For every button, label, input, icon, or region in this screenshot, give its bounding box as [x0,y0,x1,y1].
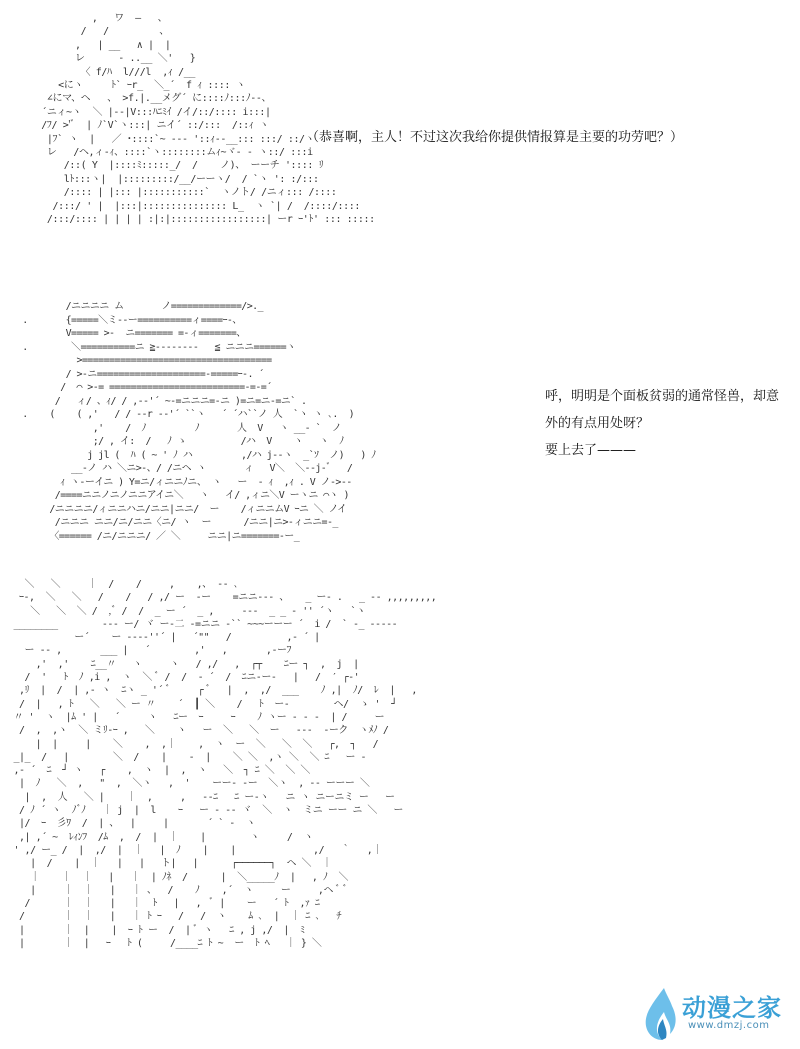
flame-logo-icon [642,986,678,1042]
ascii-art-battle-scene: ＼ ＼ ｜ / / , ,、 -‐ ､ ｰ-, ＼ ＼ / / / ,/ ー -ー =ニニ--- 、 _ ー- . _ -- ,,,,,,,,, ＼ ＼ ＼ / ,ﾞ / / _ ー ´ _ , --- _ _ - '' ´ヽ `ヽ ________ -‐- ー/ ヾ ー-二 ‐=ニニ ‐`` ~~~ーーー ´ i / ` -_ ----- ー´ ー ---‐''´ | ´"" / ,- ´ | ー -- , ___ | ´ ,' , ,-ーﾌ ,' ,' ﾆ__〃 ヽ ヽ / ,/ , ┌┬ ﾆー ┐ , j | / ' ﾄ ﾉ ,i , ヽ ＼ ﾞ / / ‐ ´ / ﾆニ-ー- | / ′ ┌-' ,ﾘ | / | ,- ヽ ﾆヽ _ '´ ﾞ ┌ ﾞ | , ,/ ___ ﾉ ,| ﾉ/ ﾚ | , / | , ﾄ ＼ ＼ ー 〃 ´ ┃ ＼ / ﾄ ー- ヘ/ ゝ ' ┘ 〃 ' ヽ |ﾑ ' | ´ ヽ ﾆー ｰ ｰ ﾉ ヽー ‐ ‐ - | / ー / , ,ヽ ＼ ミﾘ‐ｰ , ＼ ヽ ー ＼ ＼ ー -‐- -ーク ヽﾒﾉ / | | | ＼ , ,｜ , ヽ ー ＼ ＼ ＼ ┌, ┐ / _|_ / | ＼ / | ‐ | ＼ ＼ ,ヽ ＼ ＼ ﾆ ー - ,- ´ ﾆ ┘ ヽ ┌ , ヽ | , ヽ ＼ ┐ ﾆ ＼ ＼ ＼ | ﾉ ＼ , " , ＼ヽ , ' ーー‐ -ー ＼ヽ , -- ーーー ＼ | , 人 ＼ | ｜ , , --ﾆ ﾆ ー‐ヽ ニ ヽ ニーニミ ー ー / ﾉ ´ ヽ ﾉﾞﾉ ｜ j | l ｰ ー ‐ -- ヾ ＼ ヽ ミニ ーー ニ ＼ ー |/ ｰ 彡ﾜ / | 、 | | ´ ` - ヽ ,| ,´ ~ ﾚｨﾝﾌ /ﾑ , / | ｜ | ヽ / ヽ ' ,/ ー_ / | ,/ | ｜ | ﾉ | | ,/ ｀ ,｜ | / | ｜ | | ト| | ┌──────┐ ヘ ＼ ｜ ｜ ｜ ｜ | ｜ | ﾉﾈ / | ＼_____ﾉ | , ﾉ ＼ | ｜ ｜ | ｜ 、 / ﾉ ,´ ヽ ー ,ヘ ﾞ ﾞ / ｜ ｜ | ｜ ﾄ | , ﾞ | ー ´ ﾄ ,ｧ ﾆ / ｜ ｜ | ｜ ﾄ ｰ / / ヽ ﾑ ､ | ｜ ﾆ ､ ﾁ | ｜ | | ｰ ﾄ ー / | ﾞ ヽ ﾆ , j ,/ | ﾐ | ｜ | ｰ ﾄ ( /____ﾆ ﾄ ~ ー ﾄ ﾍ ｜ } ＼ [13,579,437,950]
ascii-art-monster: /ニニニニ ム ノ=============/>._ . {=====＼ミ--ー==========ィ====ｰ-、 V===== >- ニ======= =-ィ=======、 . ＼==========ニ ≧-------- ≦ ニニニ======ヽ >=================================== / >-ニ====================-=====ｰ-. ´ / ⌒ >-= =========================-=-=´ / ィ/ 、ｨ/ / ,-‐'´ ~‐=ニニニ=-ニ )=ニ=ニ-=ニ` . . ( ( ,' / / --r ‐‐'´ ``ヽ ´ ´ハ``ノ 人 `ヽ ヽ ､. ) ,' / ﾉ ﾉ 人 V ヽ __- ` ノ ;/ , イ: / ﾉ ゝ /ハ V ヽ ヽ ﾉ j jl ( ﾊ ( ~ ' ﾉ ハ ,/ハ j--ヽ _`ｿ ノ) ) ﾉ __-ノ ハ ＼ニ>-、/ /ニヘ ヽ ィ V＼ ＼--j-ﾞ / ｨ ヽ-ーイニ ) Y=ニ/ィニニﾉニ、 ヽ ー - ｨ ,ｨ . V ノ->‐- /====ニニノニノニニアイニ＼ ヽ イ/ ,ィニ＼V ーヽニ ⌒ヽ ) /ニニニニ/ィニニハニ/ニニ|ニニ/ ー /ィニニムV ｰニ ＼ ノイ /ニニニ ニニ/ニ/ニニ〈ニ/ ヽ ー /ニニ|ニ>-ィニニ=-_ 〈====== /ニ/ニニニ/ ／ ＼ ニニ|ニ=======-ー_ [22,301,376,542]
watermark [642,986,792,1042]
watermark-url: www.dmzj.com [688,1020,770,1031]
dialog-text-girl: （恭喜啊，主人！不过这次我给你提供情报算是主要的功劳吧？） [306,130,684,145]
dialog-line: 要上去了——— [545,443,637,458]
watermark-title: 动漫之家 [682,994,782,1022]
dialog-line: 外的有点用处呀？ [545,416,650,431]
dialog-line: 呼，明明是个面板贫弱的通常怪兽，却意 [545,389,780,404]
dialog-text-monster [545,383,795,464]
ascii-art-girl: , ワ ― 、 / / 、 , | __ ∧ | | レ - ..__ ＼' } 〈 f/ﾊ l///l ,ｨ /__ <にヽ ﾄ` ｰr_ ＼_´ f ｨ :::: ヽ ∠にマ、ヘ 、 >f.|.__メグ´ に::::ﾉ:::ﾉ--、 ´ニィ~ヽ ＼ |--|V:::ﾊﾆﾐｲ /イ/::/:::: i:::| /ﾌ/ >'ﾞ | ﾉ`V`ヽ:::| ニイ´ ::/::: /::ｨ ヽ |ﾌ` ヽ | ／ ･::::`~ --- '::ｨ--__::: :::/ ::/ヽ レ /ヘ,ィ-ｨ、::::`ヽ::::::::ムｨ~ヾ- ‐ ヽ::/ :::i /::( Y |::::ﾐ:::::_/ / ノ)、 ーーチ ':::: ﾘ lﾄ:::ヽ| |:::::::::/__/ーーヽ/ / `ヽ ': :/::: /:::: | |::: |:::::::::::` ヽノト/ /ニィ::: /:::: /:::/ ' | |:::|::::::::::::::: L_ ヽ `| / /::::/:::: /:::/:::: | | | | :|:|:::::::::::::::::| ーr ｰ'ﾄ' ::: ::::: [41,13,375,226]
